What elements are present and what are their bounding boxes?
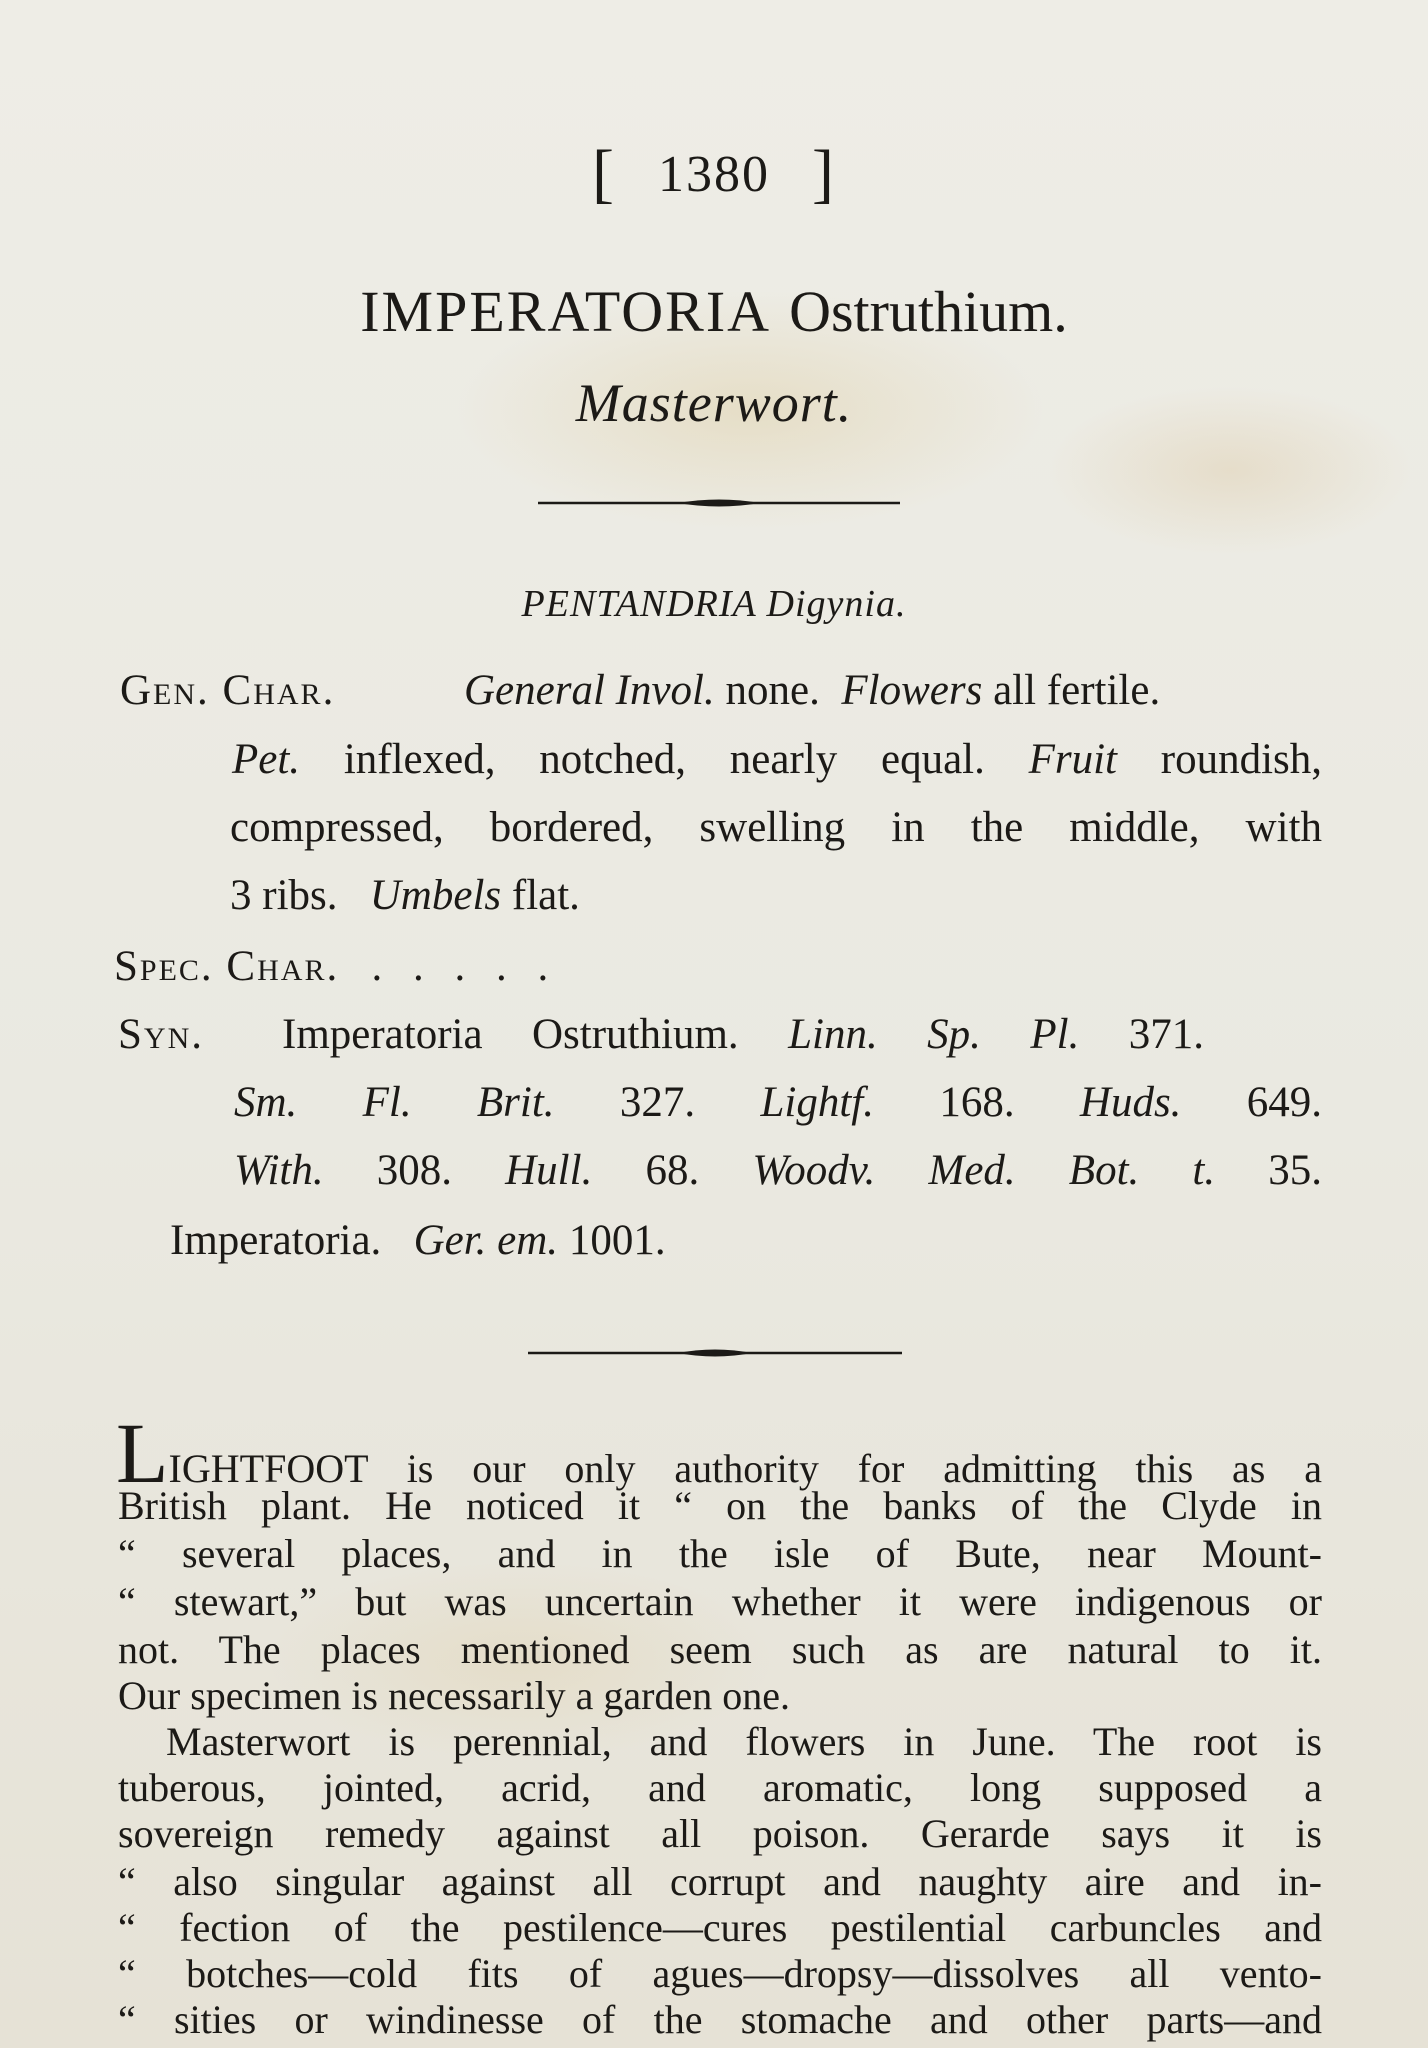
spec-char-line	[114, 942, 558, 991]
gen-char-line-1	[120, 666, 1322, 715]
syn-ref: 68.	[645, 1147, 700, 1194]
right-bracket: ]	[812, 137, 836, 210]
page-number	[0, 136, 1428, 212]
syn-ref: Imperatoria.	[170, 1217, 382, 1264]
syn-label: Syn.	[118, 1011, 204, 1058]
body-line-5: not. The places mentioned seem such as are natural to it.	[118, 1627, 1322, 1672]
gen-char-text: Fruit	[1028, 736, 1118, 783]
body-line-2: British plant. He noticed it “ on the banks of the Clyde in	[118, 1483, 1322, 1528]
syn-ref: Linn. Sp. Pl.	[788, 1011, 1080, 1058]
page-title	[0, 278, 1428, 345]
ornamental-divider	[538, 497, 900, 507]
syn-ref: 1001.	[568, 1217, 666, 1264]
syn-ref: 371.	[1128, 1011, 1205, 1058]
body-line-13: “ sities or windinesse of the stomache and other parts—and	[118, 1997, 1322, 2042]
body-line-3: “ several places, and in the isle of Bute, near Mount-	[118, 1531, 1322, 1576]
body-text: is our only authority for admitting this as a	[406, 1446, 1323, 1491]
syn-ref: 649.	[1246, 1079, 1323, 1126]
gen-char-text: all fertile.	[993, 667, 1161, 714]
gen-char-text: 3 ribs.	[230, 872, 338, 919]
gen-char-text: flat.	[511, 872, 580, 919]
syn-line-1	[118, 1010, 1322, 1059]
left-bracket: [	[592, 137, 616, 210]
page-number-value: 1380	[658, 146, 770, 203]
gen-char-label: Gen. Char.	[120, 667, 336, 714]
body-line-8: tuberous, jointed, acrid, and aromatic, long supposed a	[118, 1765, 1322, 1810]
genus-name: IMPERATORIA	[360, 279, 772, 344]
body-line-6: Our specimen is necessarily a garden one.	[118, 1673, 790, 1718]
syn-ref: Ger. em.	[413, 1217, 559, 1264]
gen-char-text: Flowers	[841, 667, 983, 714]
syn-line-4	[170, 1216, 666, 1265]
body-line-11: “ fection of the pestilence—cures pestilential carbuncles and	[118, 1905, 1322, 1950]
gen-char-line-2	[232, 735, 1322, 784]
gen-char-text: General Invol.	[464, 667, 715, 714]
syn-line-2	[234, 1078, 1322, 1127]
gen-char-text: roundish,	[1160, 736, 1323, 783]
common-name: Masterwort.	[575, 373, 853, 433]
body-line-12: “ botches—cold fits of agues—dropsy—dissolves all vento-	[118, 1951, 1322, 1996]
syn-ref: 327.	[619, 1079, 696, 1126]
gen-char-text: inflexed, notched, nearly equal.	[343, 736, 985, 783]
gen-char-text: Umbels	[369, 872, 502, 919]
drop-cap: L	[116, 1405, 169, 1501]
syn-ref: 308.	[376, 1147, 452, 1194]
syn-ref: 168.	[939, 1079, 1015, 1126]
spec-char-dots: . . . . .	[371, 943, 559, 990]
classification: PENTANDRIA Digynia.	[521, 583, 907, 625]
gen-char-line-3: compressed, bordered, swelling in the middle, with	[230, 804, 1322, 851]
syn-ref: Huds.	[1079, 1079, 1182, 1126]
body-line-10: “ also singular against all corrupt and naughty aire and in-	[118, 1859, 1322, 1904]
spec-char-label: Spec. Char.	[114, 943, 340, 990]
ornamental-divider	[528, 1347, 902, 1357]
syn-ref: Woodv. Med. Bot. t.	[752, 1147, 1216, 1194]
syn-line-3	[234, 1146, 1322, 1195]
syn-ref: Sm. Fl. Brit.	[234, 1079, 555, 1126]
syn-ref: Imperatoria Ostruthium.	[282, 1011, 739, 1058]
syn-ref: With.	[234, 1147, 324, 1194]
syn-ref: Lightf.	[760, 1079, 874, 1126]
species-name: Ostruthium.	[789, 279, 1068, 344]
syn-text-1	[282, 1010, 1204, 1059]
syn-ref: 35.	[1268, 1147, 1322, 1194]
body-line-4: “ stewart,” but was uncertain whether it were indigenous or	[118, 1579, 1322, 1624]
body-line-7: Masterwort is perennial, and flowers in June. The root is	[166, 1719, 1322, 1764]
syn-ref: Hull.	[505, 1147, 593, 1194]
first-word: IGHTFOOT	[168, 1446, 368, 1491]
gen-char-line-4	[230, 871, 580, 920]
gen-char-text: Pet.	[232, 736, 301, 783]
gen-char-text: none.	[725, 667, 820, 714]
body-line-9: sovereign remedy against all poison. Gerarde says it is	[118, 1811, 1322, 1856]
